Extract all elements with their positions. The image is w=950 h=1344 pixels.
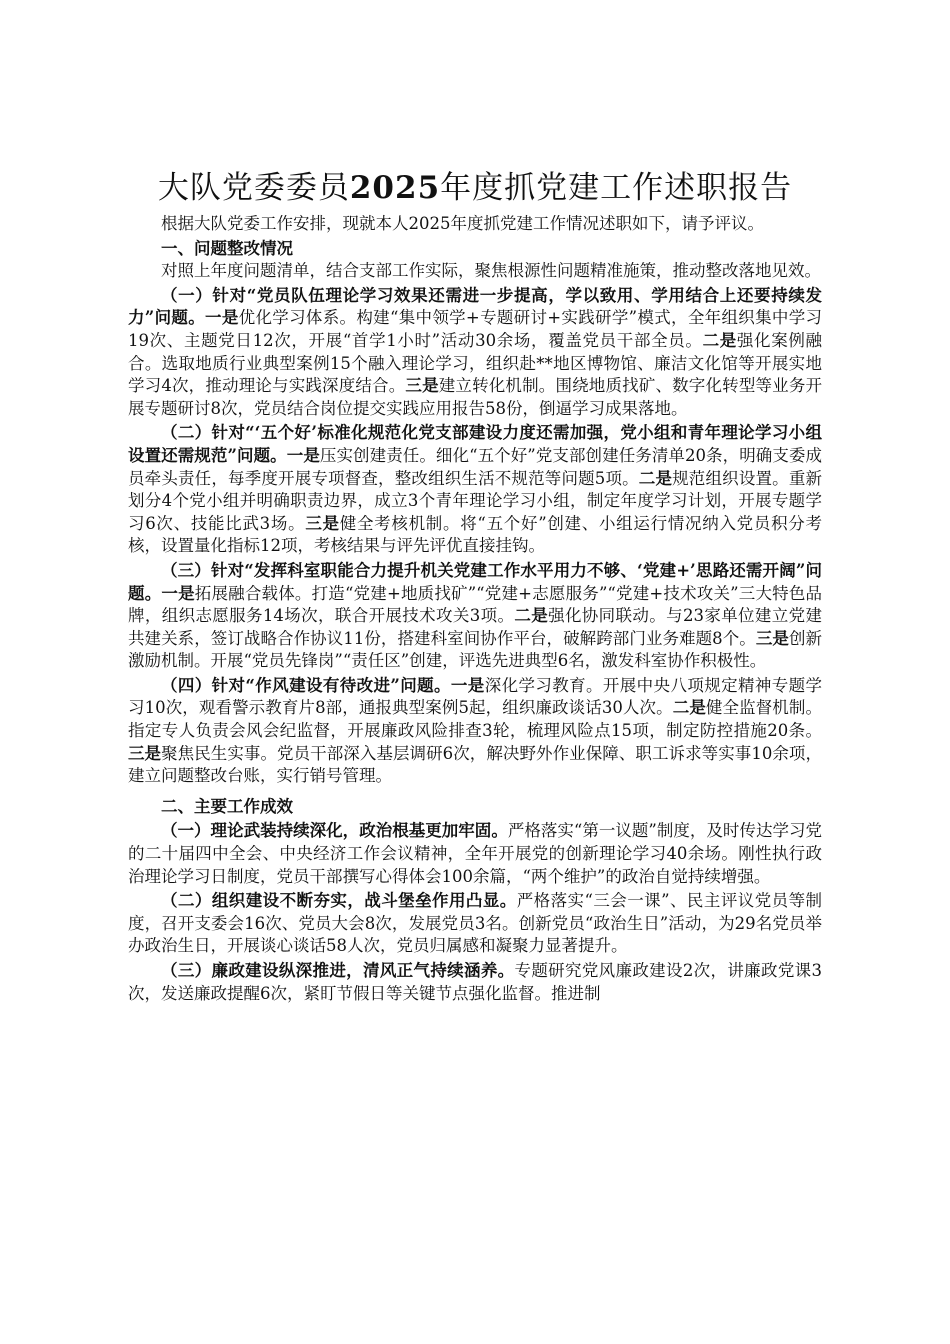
item-text: 规范组织设置。重新划分4个党小组并明确职责边界，成立3个青年理论学习小组，制定年度学习计划，开展专题学习6次、技能比武3场。: [128, 468, 823, 533]
keyword: 一是: [161, 583, 195, 603]
keyword: 三是: [305, 513, 340, 533]
intro-paragraph: 根据大队党委工作安排，现就本人2025年度抓党建工作情况述职如下，请予评议。: [161, 214, 764, 233]
keyword: 三是: [128, 743, 162, 763]
item-heading: （二）组织建设不断夯实，战斗堡垒作用凸显。: [161, 891, 517, 911]
item-text: 严格落实“三会一课”、民主评议党员等制度，召开支委会16次、党员大会8次，发展党员3名。创新党员“政治生日”活动，为29名党员举办政治生日，开展谈心谈话58人次，党员归属感和凝聚力显著提升。: [128, 891, 823, 956]
item-text: 建立转化机制。围绕地质找矿、数字化转型等业务开展专题研讨8次，党员结合岗位提交实践应用报告58份，倒逼学习成果落地。: [128, 376, 823, 418]
section-heading-2: 二、主要工作成效: [161, 796, 293, 816]
item-heading: （一）针对“党员队伍理论学习效果还需进一步提高，学以致用、学用结合上还要持续发力”问题。: [128, 285, 822, 328]
achievement-item-3: [128, 960, 822, 1005]
title-prefix: 大队党委委员: [157, 170, 350, 206]
title-suffix: 年度抓党建工作述职报告: [440, 170, 793, 206]
item-text: 强化协同联动。与23家单位建立党建共建关系，签订战略合作协议11份，搭建科室间协作平台，破解跨部门业务难题8个。: [128, 606, 823, 648]
item-text: 健全监督机制。指定专人负责会风会纪监督，开展廉政风险排查3轮，梳理风险点15项，制定防控措施20条。: [128, 698, 823, 741]
item-heading: （二）针对“‘五个好’标准化规范化党支部建设力度还需加强，党小组和青年理论学习小组设置还需规范”问题。: [128, 423, 822, 465]
item-text: 专题研究党风廉政建设2次，讲廉政党课3次，发送廉政提醒6次，紧盯节假日等关键节点强化监督。推进制: [128, 961, 822, 1003]
item-text: 聚焦民生实事。党员干部深入基层调研6次，解决野外作业保障、职工诉求等实事10余项，建立问题整改台账，实行销号管理。: [128, 743, 822, 786]
item-heading: （四）针对“作风建设有待改进”问题。: [161, 675, 451, 695]
rectification-item-1: [128, 285, 822, 421]
rectification-item-2: [128, 422, 822, 558]
item-text: 压实创建责任。细化“五个好”党支部创建任务清单20条，明确支委成员牵头责任，每季度开展专项督查，整改组织生活不规范等问题5项。: [128, 445, 823, 488]
item-text: 严格落实“第一议题”制度，及时传达学习党的二十届四中全会、中央经济工作会议精神，全年开展党的创新理论学习40余场。刚性执行政治理论学习日制度，党员干部撰写心得体会100余篇，“两个维护”的政治自觉持续增强。: [128, 821, 822, 886]
keyword: 一是: [286, 445, 320, 465]
item-text: 创新激励机制。开展“党员先锋岗”“责任区”创建，评选先进典型6名，激发科室协作积极性。: [128, 628, 822, 671]
item-text: 深化学习教育。开展中央八项规定精神专题学习10次，观看警示教育片8部，通报典型案例5起，组织廉政谈话30人次。: [128, 675, 823, 718]
item-text: 健全考核机制。将“五个好”创建、小组运行情况纳入党员积分考核，设置量化指标12项，考核结果与评先评优直接挂钩。: [128, 513, 822, 556]
rectification-item-4: [128, 675, 822, 788]
keyword: 一是: [205, 308, 239, 328]
achievement-item-1: [128, 820, 822, 888]
keyword: 二是: [514, 606, 549, 626]
item-heading: （三）廉政建设纵深推进，清风正气持续涵养。: [161, 961, 515, 980]
keyword: 二是: [702, 330, 737, 350]
section1-intro: 对照上年度问题清单，结合支部工作实际，聚焦根源性问题精准施策，推动整改落地见效。: [161, 261, 821, 281]
item-text: 强化案例融合。选取地质行业典型案例15个融入理论学习，组织赴**地区博物馆、廉洁文化馆等开展实地学习4次，推动理论与实践深度结合。: [128, 330, 823, 396]
item-text: 拓展融合载体。打造“党建+地质找矿”“党建+志愿服务”“党建+技术攻关”三大特色品牌，组织志愿服务14场次，联合开展技术攻关3项。: [128, 583, 823, 626]
rectification-item-3: [128, 560, 822, 673]
item-heading: （三）针对“发挥科室职能合力提升机关党建工作水平用力不够、‘党建+’思路还需开阔”问题。: [128, 560, 822, 603]
keyword: 三是: [405, 376, 439, 396]
keyword: 二是: [672, 698, 706, 718]
item-heading: （一）理论武装持续深化，政治根基更加牢固。: [161, 821, 508, 841]
title-year: 2025: [349, 170, 441, 206]
document-title: [0, 168, 950, 208]
document-body: [128, 213, 822, 1005]
section-heading-1: 一、问题整改情况: [161, 238, 293, 258]
item-text: 优化学习体系。构建“集中领学+专题研讨+实践研学”模式，全年组织集中学习19次、主题党日12次，开展“首学1小时”活动30余场，覆盖党员干部全员。: [128, 308, 823, 350]
achievement-item-2: [128, 890, 822, 958]
keyword: 一是: [450, 675, 485, 695]
keyword: 二是: [638, 468, 673, 488]
keyword: 三是: [755, 628, 789, 648]
